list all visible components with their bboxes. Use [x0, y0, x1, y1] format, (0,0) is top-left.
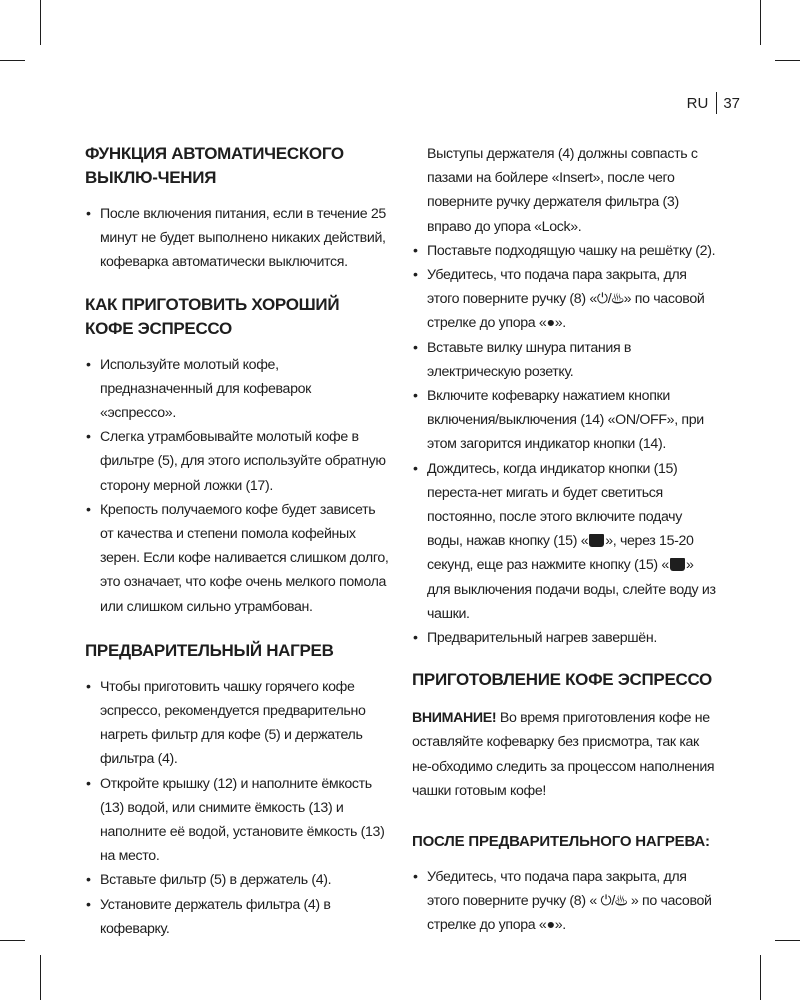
crop-mark: [775, 60, 800, 61]
list-item: • Крепость получаемого кофе будет зависеть от качества и степени помола кофейных зерен. Если кофе наливается слишком долго, это означает, что кофе очень мелкого помола или слишком сильно утрамбован.: [85, 498, 390, 619]
bullet-list: [412, 865, 720, 938]
list-item: • Откройте крышку (12) и наполните ёмкость (13) водой, или снимите ёмкость (13) и наполните её водой, установите ёмкость (13) на место.: [85, 772, 390, 869]
list-item: • Слегка утрамбовывайте молотый кофе в фильтре (5), для этого используйте обратную сторону мерной ложки (17).: [85, 425, 390, 498]
list-item: • Включите кофеварку нажатием кнопки включения/выключения (14) «ON/OFF», при этом загорится индикатор кнопки (14).: [412, 384, 720, 457]
warning-label: ВНИМАНИЕ!: [412, 710, 497, 727]
coffee-cup-icon: [670, 558, 685, 571]
list-item: • Убедитесь, что подача пара закрыта, для этого поверните ручку (8) « ⏻/♨ » по часовой стрелке до упора «●».: [412, 865, 720, 938]
list-item-text: », через 15-20 секунд, еще раз нажмите кнопку (15) «: [427, 533, 694, 574]
bullet-list: [85, 675, 390, 941]
page-header: [687, 92, 740, 114]
crop-mark: [760, 955, 761, 1000]
warning-text: Во время приготовления кофе не оставляйте кофеварку без присмотра, так как не-обходимо следить за процессом наполнения чашки готовым кофе!: [412, 710, 715, 799]
crop-mark: [0, 940, 25, 941]
bullet-list: [85, 353, 390, 619]
subsection-title: ПОСЛЕ ПРЕДВАРИТЕЛЬНОГО НАГРЕВА:: [412, 833, 710, 851]
coffee-cup-icon: [589, 534, 604, 547]
crop-mark: [40, 955, 41, 1000]
page-number: 37: [723, 94, 740, 112]
right-column: [412, 142, 720, 938]
list-item: • Вставьте вилку шнура питания в электрическую розетку.: [412, 336, 720, 384]
section-title: ФУНКЦИЯ АВТОМАТИЧЕСКОГО ВЫКЛЮ-ЧЕНИЯ: [85, 144, 344, 187]
list-item: • Предварительный нагрев завершён.: [412, 626, 720, 650]
header-divider: [716, 92, 717, 114]
list-item: • Используйте молотый кофе, предназначенный для кофеварок «эспрессо».: [85, 353, 390, 426]
list-item: • После включения питания, если в течение 25 минут не будет выполнено никаких действий, кофеварка автоматически выключится.: [85, 202, 390, 275]
list-item: • Чтобы приготовить чашку горячего кофе эспрессо, рекомендуется предварительно нагреть фильтр для кофе (5) и держатель фильтра (4).: [85, 675, 390, 772]
list-item-text: Дождитесь, когда индикатор кнопки (15) переста-нет мигать и будет светиться постоянно, после этого включите подачу воды, нажав кнопку (15) «: [427, 460, 682, 550]
list-item-text: » для выключения подачи воды, слейте воду из чашки.: [427, 557, 716, 622]
left-column: [85, 142, 390, 941]
list-item: • Вставьте фильтр (5) в держатель (4).: [85, 868, 390, 892]
continued-text: Выступы держателя (4) должны совпасть с пазами на бойлере «Insert», после чего поверните ручку держателя фильтра (3) вправо до упора «Lock».: [427, 146, 698, 235]
crop-mark: [775, 940, 800, 941]
crop-mark: [0, 60, 25, 61]
crop-mark: [40, 0, 41, 45]
section-title: ПРЕДВАРИТЕЛЬНЫЙ НАГРЕВ: [85, 640, 334, 660]
crop-mark: [760, 0, 761, 45]
list-item: • Убедитесь, что подача пара закрыта, для этого поверните ручку (8) «⏻/♨» по часовой стрелке до упора «●».: [412, 263, 720, 336]
list-item: [412, 457, 720, 626]
language-code: RU: [686, 94, 709, 112]
bullet-list: [85, 202, 390, 275]
section-title: ПРИГОТОВЛЕНИЕ КОФЕ ЭСПРЕССО: [412, 670, 712, 690]
section-title: КАК ПРИГОТОВИТЬ ХОРОШИЙ КОФЕ ЭСПРЕССО: [85, 294, 340, 338]
bullet-list: [412, 239, 720, 650]
list-item: • Поставьте подходящую чашку на решётку (2).: [412, 239, 720, 263]
warning-paragraph: [412, 706, 720, 803]
list-item: • Установите держатель фильтра (4) в кофеварку.: [85, 893, 390, 941]
